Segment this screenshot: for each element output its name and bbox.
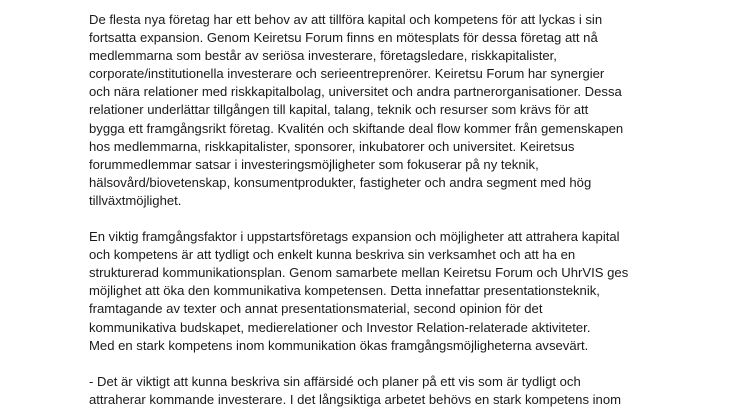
paragraph-quote: [89, 373, 679, 409]
text-line: tillväxtmöjlighet.: [89, 192, 182, 208]
paragraph-keiretsu-forum: [89, 11, 679, 210]
text-line: fortsatta expansion. Genom Keiretsu Forum finns en mötesplats för dessa företag att nå: [89, 30, 598, 46]
text-line: hälsovård/biovetenskap, konsumentprodukter, fastigheter och andra segment med hög: [89, 174, 592, 190]
text-line: och kompetens är att tydligt och enkelt kunna beskriva sin verksamhet och att ha en: [89, 247, 576, 263]
text-line: framtagande av texter och annat presentationsmaterial, second opinion för det: [89, 301, 543, 317]
text-line: och nära relationer med riskkapitalbolag, universitet och andra partnerorganisationer. Dessa: [89, 84, 622, 100]
text-line: forummedlemmar satsar i investeringsmöjligheter som fokuserar på ny teknik,: [89, 156, 539, 172]
text-line: strukturerad kommunikationsplan. Genom samarbete mellan Keiretsu Forum och UhrVIS ges: [89, 265, 629, 281]
text-line: Med en stark kompetens inom kommunikation ökas framgångsmöjligheterna avsevärt.: [89, 337, 589, 353]
text-line: hos medlemmarna, riskkapitalister, sponsorer, inkubatorer och universitet. Keiretsus: [89, 138, 575, 154]
paragraph-communication: [89, 228, 679, 355]
text-line: bygga ett framgångsrikt företag. Kvalitén och skiftande deal flow kommer från gemenskapen: [89, 120, 624, 136]
text-line: medlemmarna som består av seriösa investerare, företagsledare, riskkapitalister,: [89, 48, 557, 64]
text-line: corporate/institutionella investerare och serieentreprenörer. Keiretsu Forum har synergier: [89, 66, 605, 82]
text-line: De flesta nya företag har ett behov av att tillföra kapital och kompetens för att lyckas i sin: [89, 12, 603, 27]
text-line: kommunikativa budskapet, medierelationer och Investor Relation-relaterade aktiviteter.: [89, 319, 591, 335]
text-line: - Det är viktigt att kunna beskriva sin affärsidé och planer på ett vis som är tydligt och: [89, 373, 581, 389]
text-line: En viktig framgångsfaktor i uppstartsföretags expansion och möjligheter att attrahera kapital: [89, 229, 620, 245]
text-line: attraherar kommande investerare. I det långsiktiga arbetet behövs en stark kompetens inom: [89, 391, 622, 407]
document-body: [89, 11, 679, 419]
text-line: möjlighet att öka den kommunikativa kompetensen. Detta innefattar presentationsteknik,: [89, 283, 600, 299]
text-line: relationer underlättar tillgången till kapital, talang, teknik och resurser som krävs för att: [89, 102, 589, 118]
